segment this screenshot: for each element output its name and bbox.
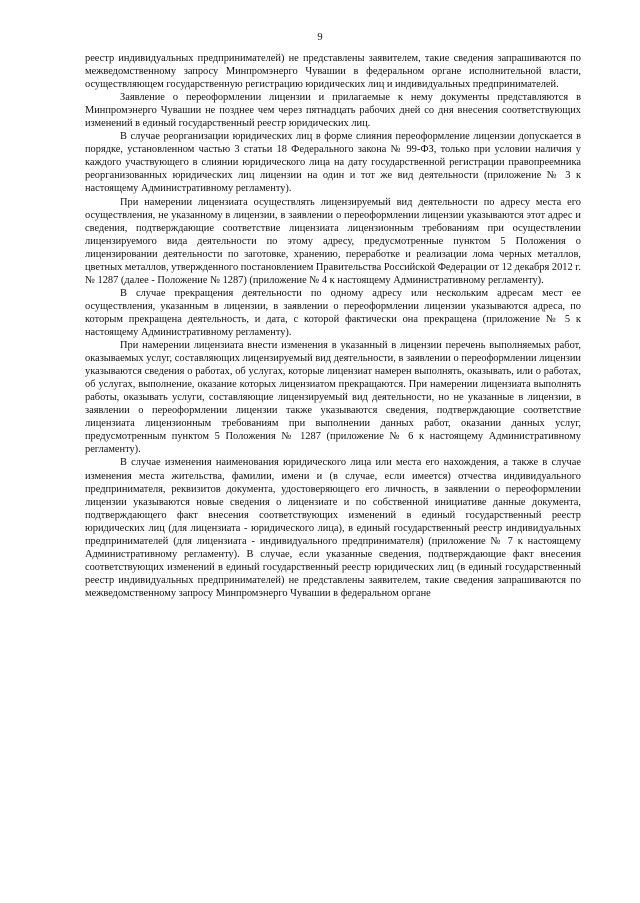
paragraph-application-deadline: Заявление о переоформлении лицензии и прилагаемые к нему документы представляются в Минпромэнерго Чувашии не позднее чем через пятнадцать рабочих дней со дня внесения соответствующих изменений в единый государственный реестр юридических лиц. xyxy=(85,92,581,130)
paragraph-reorganization-merger: В случае реорганизации юридических лиц в форме слияния переоформление лицензии допускается в порядке, установленном частью 3 статьи 18 Федерального закона № 99-ФЗ, только при условии наличия у каждого участвующего в слиянии юридического лица на дату государственной регистрации правопреемника реорганизованных юридических лиц лицензии на один и тот же вид деятельности (приложение № 3 к настоящему Административному регламенту). xyxy=(85,131,581,195)
paragraph-new-address: При намерении лицензиата осуществлять лицензируемый вид деятельности по адресу места его осуществления, не указанному в лицензии, в заявлении о переоформлении лицензии указываются этот адрес и сведения, подтверждающие соответствие лицензиата лицензионным требованиям при осуществлении лицензируемого вида деятельности по этому адресу, предусмотренные пунктом 5 Положения о лицензировании деятельности по заготовке, хранению, переработке и реализации лома черных металлов, цветных металлов, утвержденного постановлением Правительства Российской Федерации от 12 декабря 2012 г. № 1287 (далее - Положение № 1287) (приложение № 4 к настоящему Административному регламенту). xyxy=(85,196,581,286)
page-number: 9 xyxy=(317,32,323,43)
paragraph-works-services-change: При намерении лицензиата внести изменения в указанный в лицензии перечень выполняемых работ, оказываемых услуг, составляющих лицензируемый вид деятельности, в заявлении о переоформлении лицензии указываются сведения о работах, об услугах, которые лицензиат намерен выполнять, оказывать, или о работах, об услугах, выполнение, оказание которых лицензиатом прекращаются. При намерении лицензиата выполнять работы, оказывать услуги, составляющие лицензируемый вид деятельности, но не указанные в лицензии, в заявлении о переоформлении лицензии также указываются сведения, подтверждающие соответствие лицензиата лицензионным требованиям при выполнении данных работ, оказании данных услуг, предусмотренным пунктом 5 Положения № 1287 (приложение № 6 к настоящему Административному регламенту). xyxy=(85,340,581,456)
document-body xyxy=(85,52,581,600)
paragraph-name-location-change: В случае изменения наименования юридического лица или места его нахождения, а также в случае изменения места жительства, фамилии, имени и (в случае, если имеется) отчества индивидуального предпринимателя, реквизитов документа, удостоверяющего его личность, в заявлении о переоформлении лицензии указываются новые сведения о лицензиате и по собственной инициативе данные документа, подтверждающего факт внесения соответствующих изменений в единый государственный реестр юридических лиц (для лицензиата - юридического лица), в единый государственный реестр индивидуальных предпринимателей (для лицензиата - индивидуального предпринимателя) (приложение № 7 к настоящему Административному регламенту). В случае, если указанные сведения, подтверждающие факт внесения соответствующих изменений в единый государственный реестр юридических лиц (в единый государственный реестр индивидуальных предпринимателей) не представлены заявителем, такие сведения запрашиваются по межведомственному запросу Минпромэнерго Чувашии в федеральном органе xyxy=(85,457,581,599)
paragraph-continuation: реестр индивидуальных предпринимателей) не представлены заявителем, такие сведения запрашиваются по межведомственному запросу Минпромэнерго Чувашии в федеральном органе исполнительной власти, осуществляющем государственную регистрацию юридических лиц и индивидуальных предпринимателей. xyxy=(85,53,581,91)
paragraph-address-termination: В случае прекращения деятельности по одному адресу или нескольким адресам мест ее осуществления, указанным в лицензии, в заявлении о переоформлении лицензии указываются адреса, по которым прекращена деятельность, и дата, с которой фактически она прекращена (приложение № 5 к настоящему Административному регламенту). xyxy=(85,287,581,338)
